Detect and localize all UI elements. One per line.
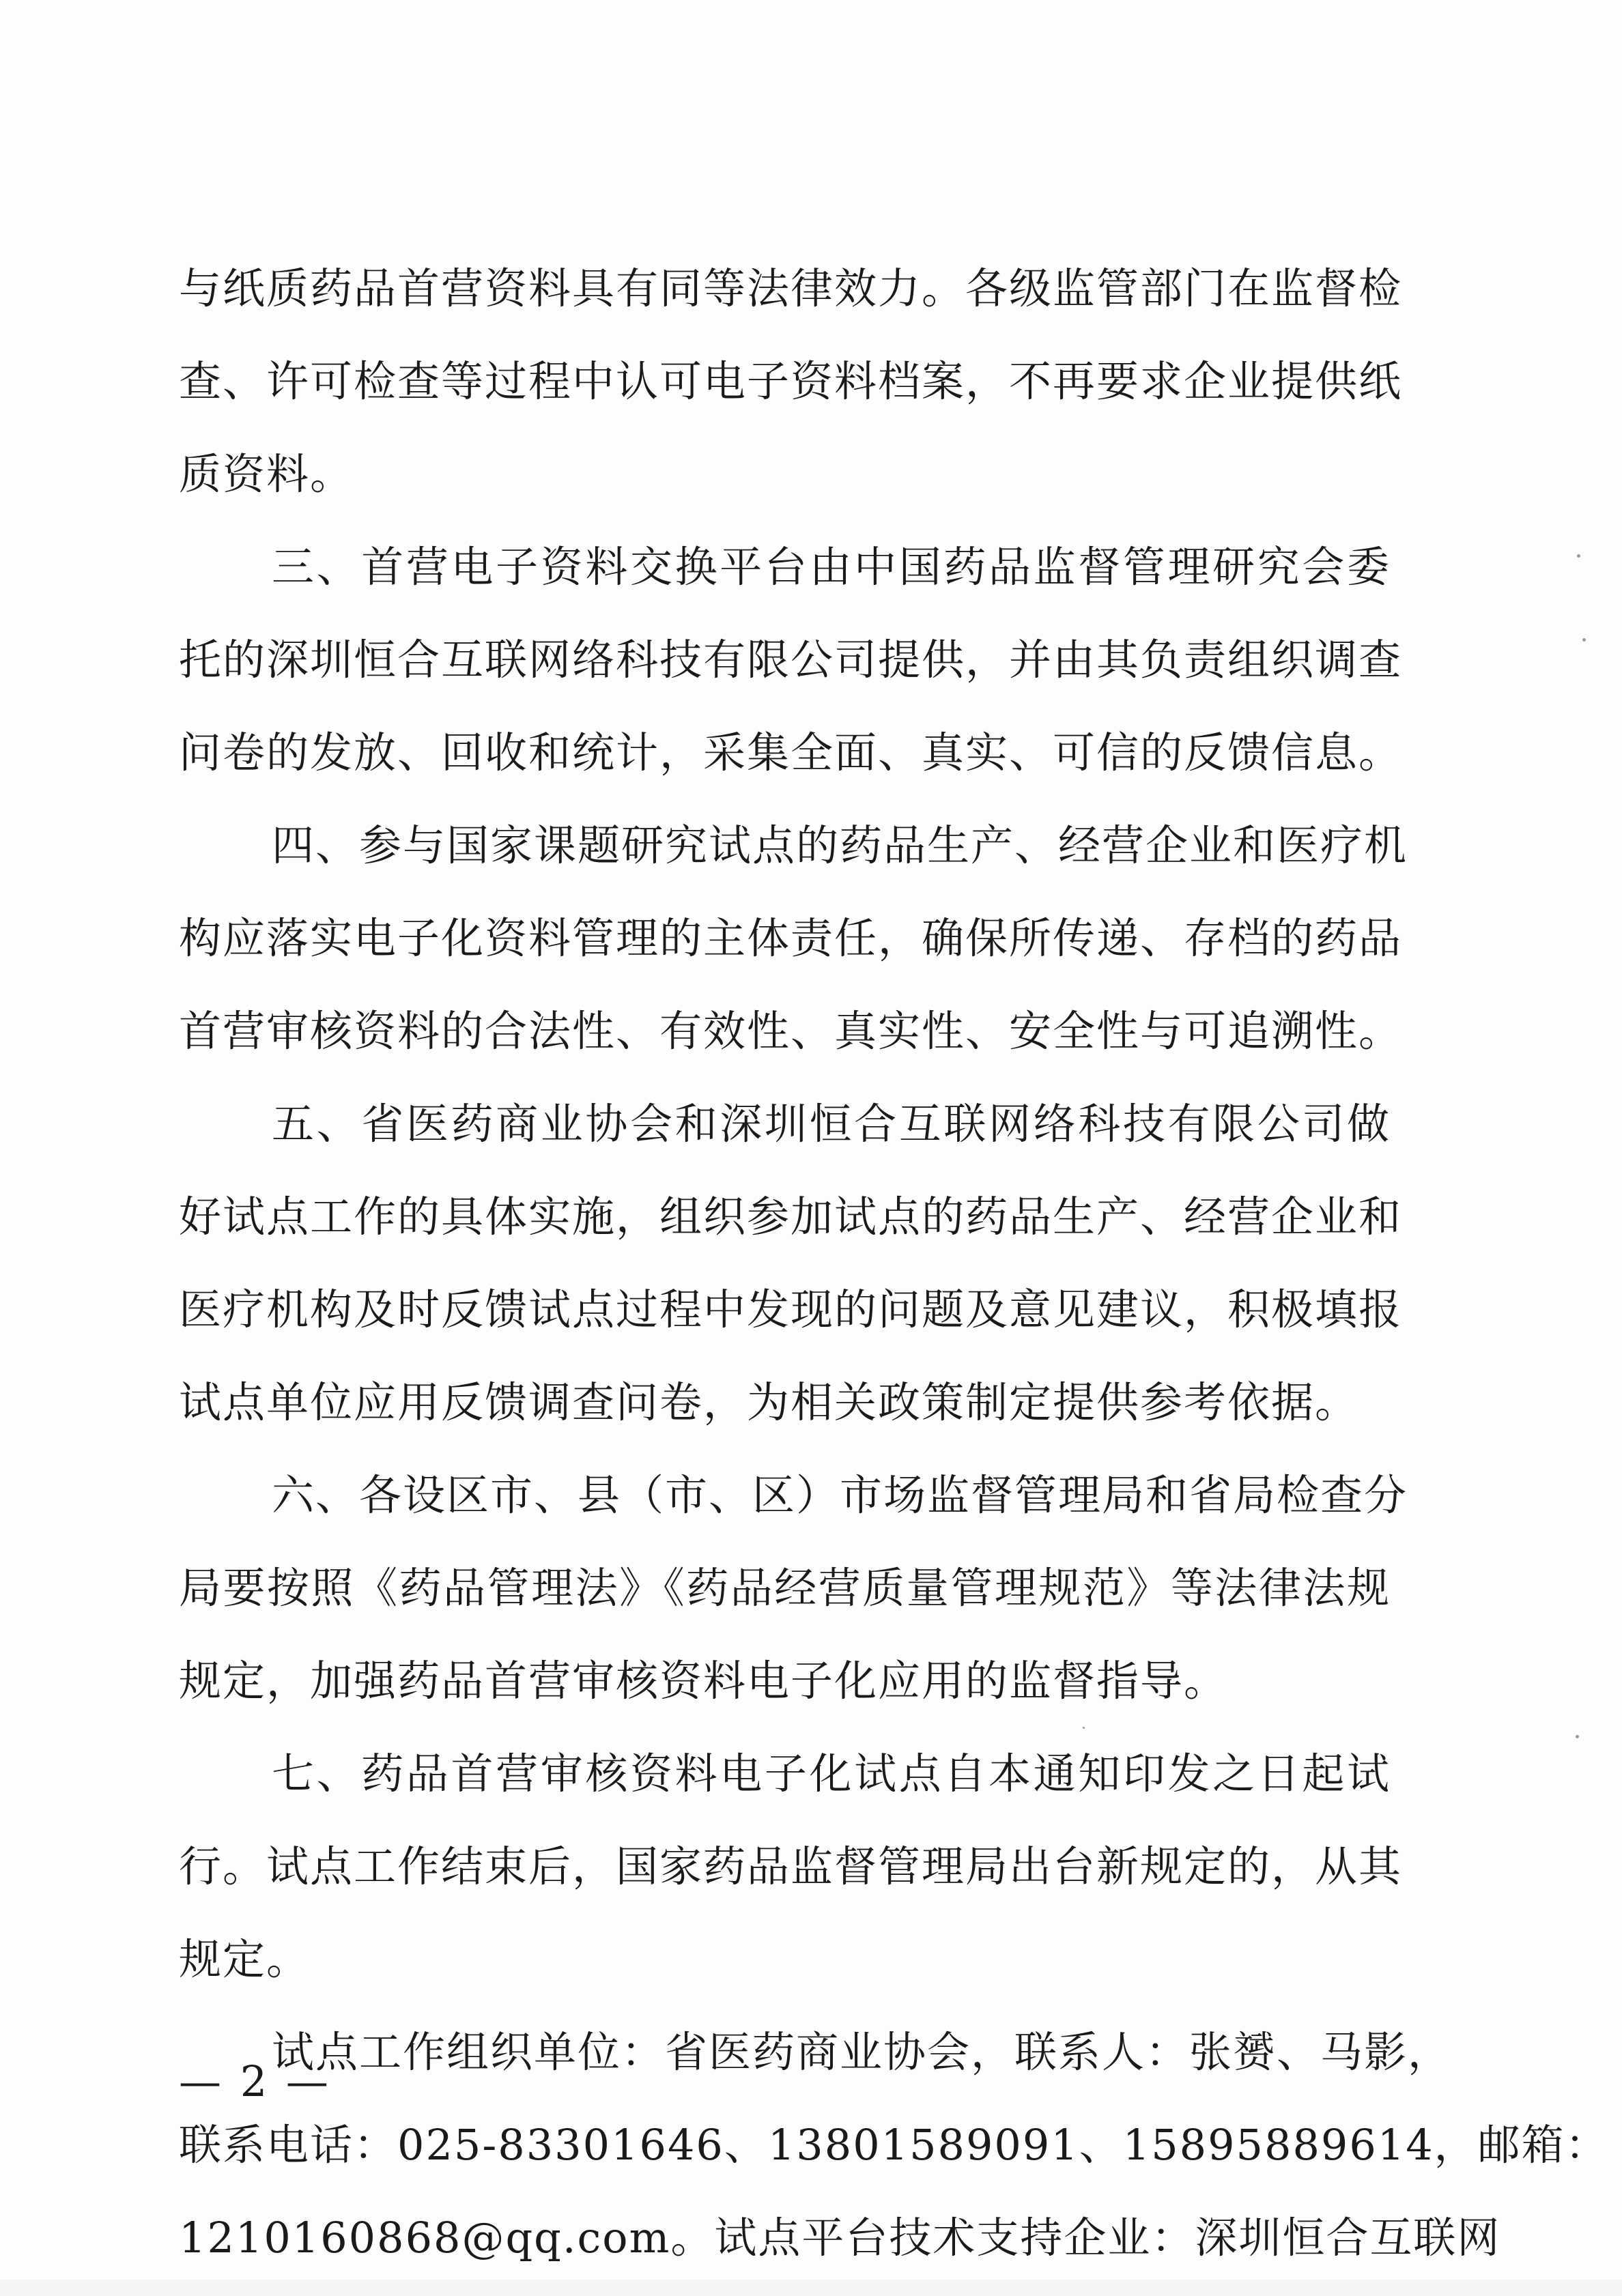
text-line: 规定，加强药品首营审核资料电子化应用的监督指导。: [179, 1656, 1228, 1706]
text-line: 医疗机构及时反馈试点过程中发现的问题及意见建议，积极填报: [179, 1285, 1403, 1334]
scan-speck: [1083, 1727, 1085, 1729]
scan-bottom-edge: [0, 2280, 1622, 2296]
text-line: 好试点工作的具体实施，组织参加试点的药品生产、经营企业和: [179, 1192, 1403, 1242]
scan-speck: [1582, 638, 1586, 642]
text-line: 试点单位应用反馈调查问卷，为相关政策制定提供参考依据。: [179, 1377, 1359, 1427]
paragraph-3-start: 三、首营电子资料交换平台由中国药品监督管理研究会委: [272, 542, 1391, 592]
text-line: 构应落实电子化资料管理的主体责任，确保所传递、存档的药品: [179, 913, 1403, 963]
contact-paragraph-start: 试点工作组织单位：省医药商业协会，联系人：张赟、马影，: [272, 2027, 1452, 2077]
paragraph-6-start: 六、各设区市、县（市、区）市场监督管理局和省局检查分: [272, 1470, 1408, 1520]
paragraph-4-start: 四、参与国家课题研究试点的药品生产、经营企业和医疗机: [272, 820, 1408, 870]
text-line: 问卷的发放、回收和统计，采集全面、真实、可信的反馈信息。: [179, 728, 1403, 777]
text-line: 与纸质药品首营资料具有同等法律效力。各级监管部门在监督检: [179, 263, 1403, 313]
text-line: 质资料。: [179, 449, 354, 499]
text-line: 托的深圳恒合互联网络科技有限公司提供，并由其负责组织调查: [179, 635, 1403, 685]
text-line: 行。试点工作结束后，国家药品监督管理局出台新规定的，从其: [179, 1841, 1403, 1891]
text-line: 局要按照《药品管理法》《药品经营质量管理规范》等法律法规: [179, 1563, 1391, 1613]
page-number: — 2 —: [179, 2056, 331, 2106]
text-line: 查、许可检查等过程中认可电子资料档案，不再要求企业提供纸: [179, 356, 1403, 406]
scan-speck: [1577, 554, 1580, 558]
paragraph-5-start: 五、省医药商业协会和深圳恒合互联网络科技有限公司做: [272, 1099, 1391, 1149]
body-text: [179, 242, 1609, 2284]
scan-speck: [1576, 1735, 1579, 1738]
text-line: 规定。: [179, 1934, 311, 1984]
text-line: 首营审核资料的合法性、有效性、真实性、安全性与可追溯性。: [179, 1006, 1403, 1056]
contact-email-line: 1210160868@qq.com。试点平台技术支持企业：深圳恒合互联网: [179, 2213, 1501, 2263]
paragraph-7-start: 七、药品首营审核资料电子化试点自本通知印发之日起试: [272, 1749, 1391, 1798]
contact-phone-line: 联系电话：025-83301646、13801589091、15895889614，邮箱：: [179, 2120, 1609, 2170]
